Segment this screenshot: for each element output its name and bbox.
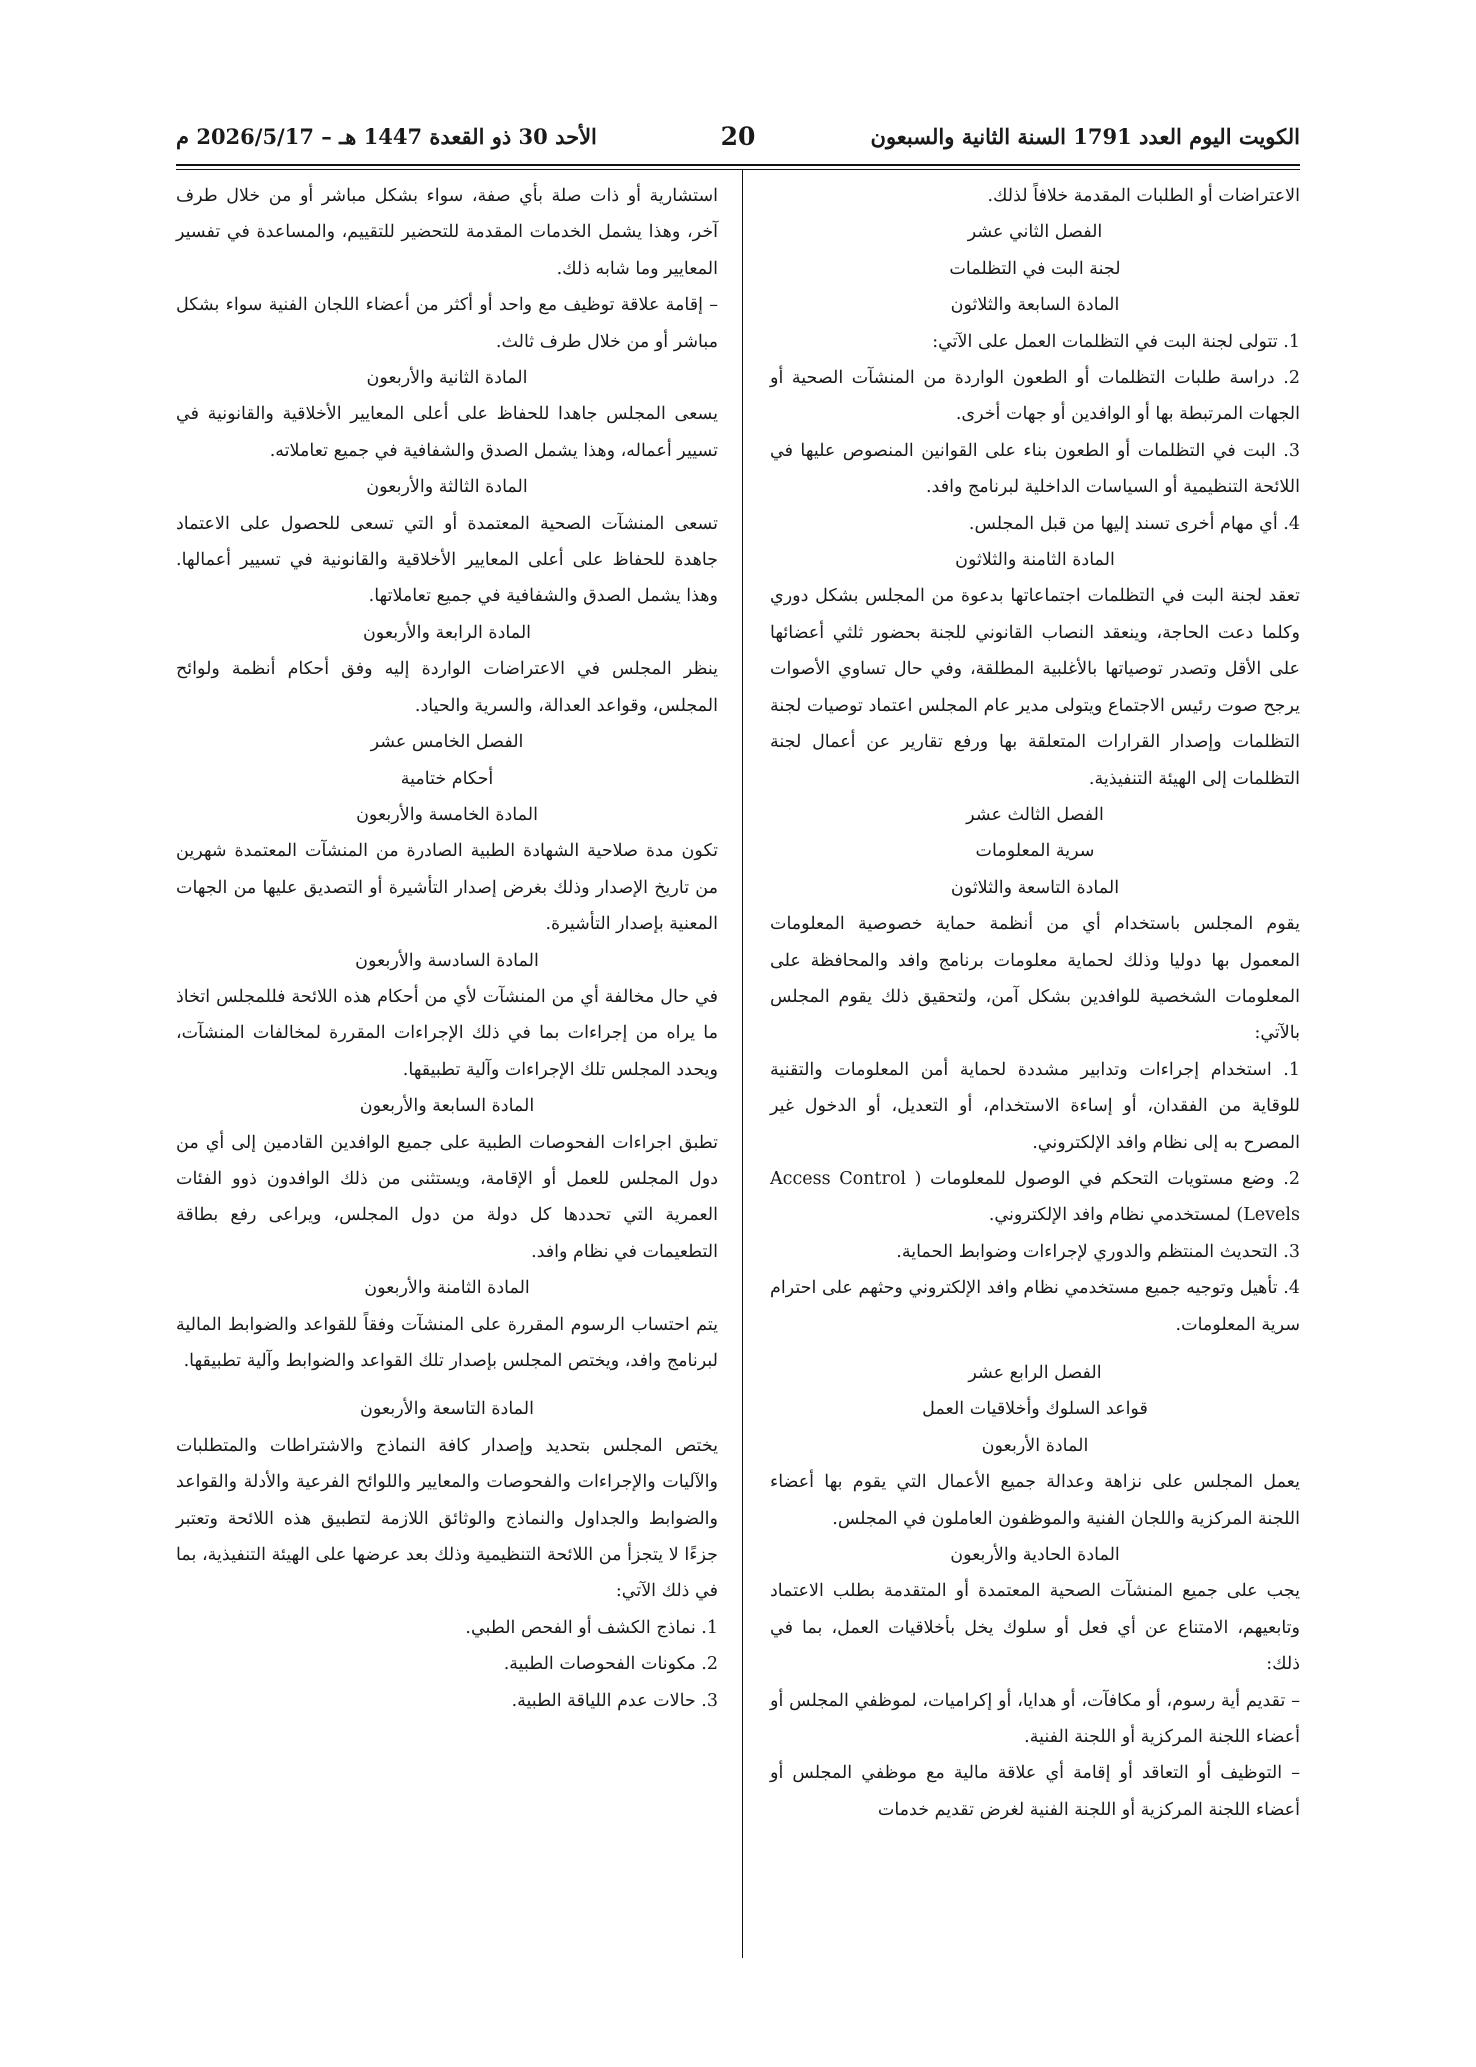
list-item: – تقديم أية رسوم، أو مكافآت، أو هدايا، أو إكراميات، لموظفي المجلس أو أعضاء اللجنة المركزية أو اللجنة الفنية. [770, 1690, 1300, 1748]
article-title: المادة الرابعة والأربعون [362, 622, 532, 643]
chapter-subtitle: سرية المعلومات [975, 841, 1095, 862]
paragraph: يقوم المجلس باستخدام أي من أنظمة حماية خصوصية المعلومات المعمول بها دوليا وذلك لحماية معلومات برنامج وافد والمحافظة على المعلومات الشخصية للوافدين بشكل آمن، ولتحقيق ذلك يقوم المجلس بالآتي: [770, 914, 1300, 1044]
article-title: المادة الثامنة والثلاثون [955, 550, 1115, 571]
list-item: 4. أي مهام أخرى تسند إليها من قبل المجلس. [968, 513, 1300, 534]
paragraph: يتم احتساب الرسوم المقررة على المنشآت وفقاً للقواعد والضوابط المالية لبرنامج وافد، ويختص المجلس بإصدار تلك القواعد والضوابط وآلية تطبيقها. [176, 1314, 718, 1371]
list-item: 1. نماذج الكشف أو الفحص الطبي. [465, 1617, 718, 1638]
article-title: المادة السادسة والأربعون [355, 950, 539, 971]
paragraph: الاعتراضات أو الطلبات المقدمة خلافاً لذلك. [987, 186, 1300, 206]
list-item: 3. التحديث المنتظم والدوري لإجراءات وضوابط الحماية. [896, 1241, 1300, 1262]
article-title: المادة الثامنة والأربعون [364, 1278, 530, 1299]
paragraph: تطبق اجراءات الفحوصات الطبية على جميع الوافدين القادمين إلى أي من دول المجلس للعمل أو الإقامة، ويستثنى من ذلك الوافدون ذوو الفئات العمرية التي تحددها كل دولة من دول المجلس، ويراعى رفع بطاقة التطعيمات في نظام وافد. [176, 1132, 718, 1262]
gazette-issue-info: الكويت اليوم العدد 1791 السنة الثانية والسبعون [870, 124, 1300, 149]
paragraph: يجب على جميع المنشآت الصحية المعتمدة أو المتقدمة بطلب الاعتماد وتابعيهم، الامتناع عن أي فعل أو سلوك يخل بأخلاقيات العمل، بما في ذلك: [770, 1581, 1300, 1675]
paragraph: يسعى المجلس جاهدا للحفاظ على أعلى المعايير الأخلاقية والقانونية في تسيير أعماله، وهذا يشمل الصدق والشفافية في جميع تعاملاته. [176, 404, 718, 461]
list-item: 1. استخدام إجراءات وتدابير مشددة لحماية أمن المعلومات والتقنية للوقاية من الفقدان، أو إساءة الاستخدام، أو التعديل، أو الدخول غير المصرح به إلى نظام وافد الإلكتروني. [770, 1059, 1300, 1153]
list-item: 3. حالات عدم اللياقة الطبية. [511, 1690, 718, 1711]
page-header [176, 118, 1300, 162]
paragraph: يعمل المجلس على نزاهة وعدالة جميع الأعمال التي يقوم بها أعضاء اللجنة المركزية واللجان الفنية والموظفون العاملون في المجلس. [770, 1472, 1300, 1529]
chapter-title: الفصل الثالث عشر [966, 804, 1104, 825]
paragraph: يختص المجلس بتحديد وإصدار كافة النماذج والاشتراطات والمتطلبات والآليات والإجراءات والفحوصات والمعايير واللوائح الفرعية والأدلة والقواعد والضوابط والجداول والنماذج والوثائق اللازمة لتطبيق هذه اللائحة وتعتبر جزءًا لا يتجزأ من اللائحة التنظيمية وذلك بعد عرضها على الهيئة التنفيذية، بما في ذلك الآتي: [176, 1435, 718, 1602]
article-title: المادة التاسعة والأربعون [360, 1399, 534, 1420]
list-item: 2. وضع مستويات التحكم في الوصول للمعلومات ( Access Control Levels) لمستخدمي نظام وافد الإلكتروني. [770, 1168, 1300, 1226]
column-divider [742, 170, 743, 1958]
paragraph: تسعى المنشآت الصحية المعتمدة أو التي تسعى للحصول على الاعتماد جاهدة للحفاظ على أعلى المعايير الأخلاقية والقانونية في تسيير أعمالها. وهذا يشمل الصدق والشفافية في جميع تعاملاتها. [176, 513, 718, 607]
article-title: المادة الثانية والأربعون [366, 368, 528, 389]
chapter-title: الفصل الخامس عشر [370, 732, 524, 753]
article-title: المادة الخامسة والأربعون [356, 804, 538, 825]
chapter-subtitle: قواعد السلوك وأخلاقيات العمل [922, 1399, 1148, 1420]
article-title: المادة الحادية والأربعون [950, 1545, 1120, 1566]
issue-date: الأحد 30 ذو القعدة 1447 هـ – 2026/5/17 م [176, 124, 597, 149]
article-title: المادة الأربعون [981, 1435, 1089, 1456]
paragraph: في حال مخالفة أي من المنشآت لأي من أحكام هذه اللائحة فللمجلس اتخاذ ما يراه من إجراءات بما في ذلك الإجراءات المقررة لمخالفات المنشآت، ويحدد المجلس تلك الإجراءات وآلية تطبيقها. [176, 986, 718, 1080]
list-item: 2. دراسة طلبات التظلمات أو الطعون الواردة من المنشآت الصحية أو الجهات المرتبطة بها أو الوافدين أو جهات أخرى. [770, 368, 1300, 425]
header-rule-thin [176, 169, 1300, 170]
header-rule [176, 164, 1300, 166]
article-title: المادة التاسعة والثلاثون [950, 877, 1120, 898]
article-title: المادة الثالثة والأربعون [366, 477, 528, 498]
chapter-subtitle: أحكام ختامية [400, 768, 494, 789]
left-column [176, 178, 718, 1719]
list-item: – إقامة علاقة توظيف مع واحد أو أكثر من أعضاء اللجان الفنية سواء بشكل مباشر أو من خلال طرف ثالث. [176, 295, 718, 352]
paragraph: تعقد لجنة البت في التظلمات اجتماعاتها بدعوة من المجلس بشكل دوري وكلما دعت الحاجة، وينعقد النصاب القانوني للجنة بحضور ثلثي أعضائها على الأقل وتصدر توصياتها بالأغلبية المطلقة، وفي حال تساوي الأصوات يرجح صوت رئيس الاجتماع ويتولى مدير عام المجلس اعتماد توصيات لجنة التظلمات وإصدار القرارات المتعلقة بها ورفع تقارير عن أعمال لجنة التظلمات إلى الهيئة التنفيذية. [770, 586, 1300, 789]
article-title: المادة السابعة والأربعون [359, 1096, 535, 1117]
list-item: 3. البت في التظلمات أو الطعون بناء على القوانين المنصوص عليها في اللائحة التنظيمية أو السياسات الداخلية لبرنامج وافد. [770, 440, 1300, 498]
chapter-subtitle: لجنة البت في التظلمات [949, 258, 1121, 279]
paragraph: استشارية أو ذات صلة بأي صفة، سواء بشكل مباشر أو من خلال طرف آخر، وهذا يشمل الخدمات المقدمة للتحضير للتقييم، والمساعدة في تفسير المعايير وما شابه ذلك. [176, 186, 718, 279]
list-item: 4. تأهيل وتوجيه جميع مستخدمي نظام وافد الإلكتروني وحثهم على احترام سرية المعلومات. [770, 1278, 1300, 1335]
paragraph: تكون مدة صلاحية الشهادة الطبية الصادرة من المنشآت المعتمدة شهرين من تاريخ الإصدار وذلك بغرض إصدار التأشيرة أو التصديق عليها من الجهات المعنية بإصدار التأشيرة. [176, 841, 718, 935]
right-column [770, 178, 1300, 1828]
chapter-title: الفصل الرابع عشر [968, 1363, 1102, 1383]
list-item: – التوظيف أو التعاقد أو إقامة أي علاقة مالية مع موظفي المجلس أو أعضاء اللجنة المركزية أو اللجنة الفنية لغرض تقديم خدمات [770, 1763, 1300, 1820]
list-item: 1. تتولى لجنة البت في التظلمات العمل على الآتي: [932, 331, 1300, 352]
paragraph: ينظر المجلس في الاعتراضات الواردة إليه وفق أحكام أنظمة ولوائح المجلس، وقواعد العدالة، والسرية والحياد. [176, 659, 718, 716]
article-title: المادة السابعة والثلاثون [950, 295, 1120, 316]
list-item: 2. مكونات الفحوصات الطبية. [503, 1654, 718, 1675]
page-number: 20 [720, 122, 756, 151]
chapter-title: الفصل الثاني عشر [967, 222, 1103, 243]
